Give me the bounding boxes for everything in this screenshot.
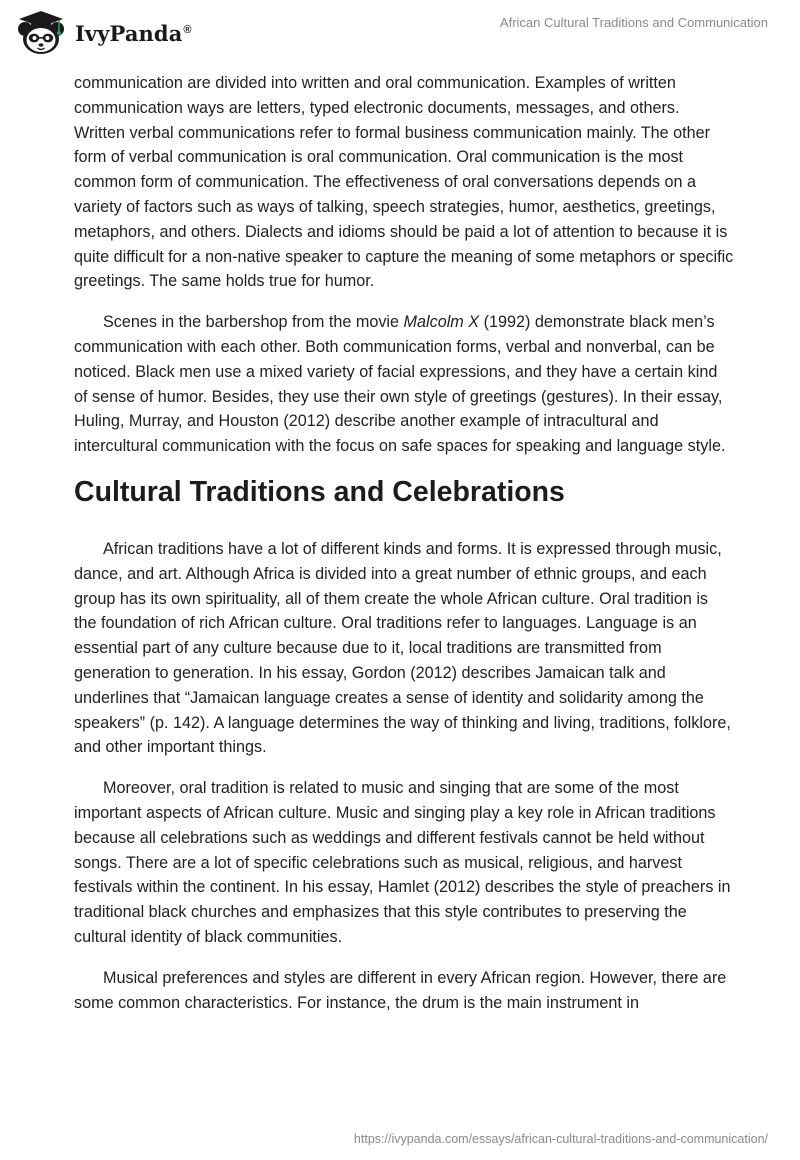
paragraph-2-rest: (1992) demonstrate black men’s communication with each other. Both communication forms, verbal and nonverbal, can be noticed. Black men use a mixed variety of facial expressions, and they have a certain kind of sense of humor. Besides, they use their own style of greetings (gestures). In their essay, Huling, Murray, and Houston (2012) describe another example of intracultural and intercultural communication with the focus on safe spaces for speaking and language style. xyxy=(74,313,726,456)
document-title: African Cultural Traditions and Communication xyxy=(499,15,768,30)
registered-mark: ® xyxy=(183,23,192,36)
paragraph-4: Moreover, oral tradition is related to music and singing that are some of the most important aspects of African culture. Music and singing play a key role in African traditions because all celebrations such as weddings and different festivals cannot be held without songs. There are a lot of specific celebrations such as musical, religious, and harvest festivals within the continent. In his essay, Hamlet (2012) describes the style of preachers in traditional black churches and emphasizes that this style contributes to preserving the cultural identity of black communities. xyxy=(74,779,731,946)
paragraph-1: communication are divided into written and oral communication. Examples of written communication ways are letters, typed electronic documents, messages, and others. Written verbal communications refer to formal business communication mainly. The other form of verbal communication is oral communication. Oral communication is the most common form of communication. The effectiveness of oral conversations depends on a variety of factors such as ways of talking, speech strategies, humor, aesthetics, greetings, metaphors, and others. Dialects and idioms should be paid a lot of attention to because it is quite difficult for a non-native speaker to capture the meaning of some metaphors or specific greetings. The same holds true for humor. xyxy=(74,74,734,291)
panda-graduate-logo-icon xyxy=(14,8,68,56)
section-heading: Cultural Traditions and Celebrations xyxy=(74,475,565,508)
brand-name: IvyPanda® xyxy=(75,20,192,46)
page-header xyxy=(0,0,800,64)
source-url[interactable]: https://ivypanda.com/essays/african-cultural-traditions-and-communication/ xyxy=(353,1132,768,1146)
essay-content xyxy=(74,71,734,1031)
paragraph-5: Musical preferences and styles are different in every African region. However, there are some common characteristics. For instance, the drum is the main instrument in xyxy=(74,968,727,1012)
paragraph-3: African traditions have a lot of different kinds and forms. It is expressed through music, dance, and art. Although Africa is divided into a great number of ethnic groups, and each group has its own spirituality, all of them create the whole African culture. Oral tradition is the foundation of rich African culture. Oral traditions refer to languages. Language is an essential part of any culture because due to it, local traditions are transmitted from generation to generation. In his essay, Gordon (2012) describes Jamaican talk and underlines that “Jamaican language creates a sense of identity and solidarity among the speakers” (p. 142). A language determines the way of thinking and living, traditions, folklore, and other important things. xyxy=(74,539,731,757)
ivypanda-logo[interactable] xyxy=(14,8,192,56)
paragraph-2 xyxy=(74,310,734,459)
movie-title: Malcolm X xyxy=(403,313,480,332)
paragraph-2-intro: Scenes in the barbershop from the movie xyxy=(103,313,404,332)
